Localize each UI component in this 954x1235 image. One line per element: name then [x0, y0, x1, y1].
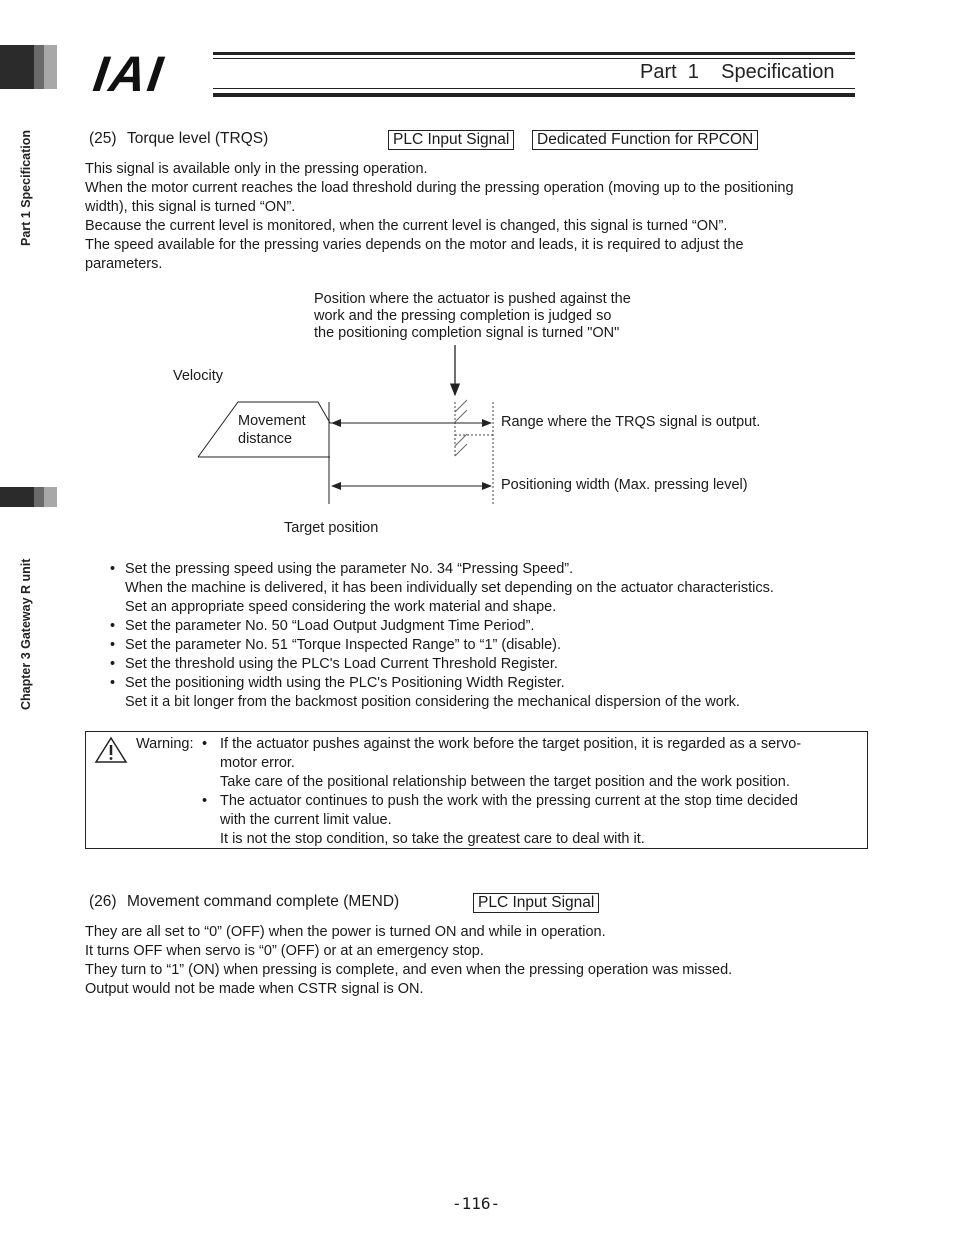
positioning-width-label: Positioning width (Max. pressing level)	[501, 477, 748, 493]
paragraph-line: Output would not be made when CSTR signal is ON.	[85, 981, 424, 997]
paragraph-line: The speed available for the pressing varies depends on the motor and leads, it is required to adjust the	[85, 237, 744, 253]
paragraph-line: They turn to “1” (ON) when pressing is complete, and even when the pressing operation was missed.	[85, 962, 733, 978]
paragraph-line: Because the current level is monitored, when the current level is changed, this signal is turned “ON”.	[85, 218, 728, 234]
warning-bullet-1: •	[202, 736, 208, 752]
section25-tag-rpcon: Dedicated Function for RPCON	[532, 130, 758, 150]
paragraph-line: width), this signal is turned “ON”.	[85, 199, 296, 215]
velocity-diagram	[0, 0, 954, 560]
warning-box	[85, 731, 868, 849]
warning-triangle-icon	[94, 736, 128, 764]
list-item: • Set the threshold using the PLC's Load Current Threshold Register.	[110, 656, 558, 672]
side-label-part: Part 1 Specification	[19, 129, 33, 246]
velocity-profile	[198, 402, 455, 457]
section26-number: (26)	[89, 893, 117, 910]
list-item: • Set the parameter No. 50 “Load Output Judgment Time Period”.	[110, 618, 535, 634]
side-label-chapter: Chapter 3 Gateway R unit	[19, 558, 33, 710]
list-item: • Set the parameter No. 51 “Torque Inspected Range” to “1” (disable).	[110, 637, 562, 653]
callout-line: the positioning completion signal is turned "ON"	[314, 325, 620, 341]
page-number: -116-	[452, 1194, 501, 1213]
list-item: • Set the pressing speed using the parameter No. 34 “Pressing Speed”. When the machine is delivered, it has been individually set depending on the actuator characteristics. Set an appropriate speed considering the work material and shape.	[110, 561, 774, 615]
velocity-label: Velocity	[173, 368, 223, 384]
iai-logo: IAI	[90, 46, 168, 102]
warning-item-2: The actuator continues to push the work with the pressing current at the stop time decided with the current limit value. It is not the stop condition, so take the greatest care to deal with it.	[220, 793, 798, 847]
section26-body	[85, 923, 732, 999]
paragraph-line: parameters.	[85, 256, 163, 272]
warning-bullet-2: •	[202, 793, 208, 809]
page-header-title: Part 1 Specification	[640, 61, 835, 83]
trqs-range-label: Range where the TRQS signal is output.	[501, 414, 761, 430]
paragraph-line: They are all set to “0” (OFF) when the power is turned ON and while in operation.	[85, 924, 606, 940]
warning-label: Warning:	[136, 736, 194, 752]
callout-line: Position where the actuator is pushed against the	[314, 291, 631, 307]
list-item: • Set the positioning width using the PLC's Positioning Width Register. Set it a bit longer from the backmost position considering the mechanical dispersion of the work.	[110, 675, 740, 710]
callout-line: work and the pressing completion is judged so	[314, 308, 612, 324]
target-position-label: Target position	[284, 520, 379, 536]
paragraph-line: When the motor current reaches the load threshold during the pressing operation (moving up to the positioning	[85, 180, 794, 196]
paragraph-line: This signal is available only in the pressing operation.	[85, 161, 428, 177]
section26-title: Movement command complete (MEND)	[127, 893, 400, 910]
settings-bullet-list	[110, 560, 774, 712]
movement-label-2: distance	[238, 431, 293, 447]
section26-tag-plc: PLC Input Signal	[473, 893, 599, 913]
section25-tag-plc: PLC Input Signal	[388, 130, 514, 150]
warning-item-1: If the actuator pushes against the work before the target position, it is regarded as a servo- motor error. Take care of the positional relationship between the target position and the work position.	[220, 736, 802, 790]
movement-label-1: Movement	[238, 413, 306, 429]
section25-number: (25)	[89, 130, 117, 147]
section25-title: Torque level (TRQS)	[127, 130, 269, 147]
paragraph-line: It turns OFF when servo is “0” (OFF) or at an emergency stop.	[85, 943, 484, 959]
